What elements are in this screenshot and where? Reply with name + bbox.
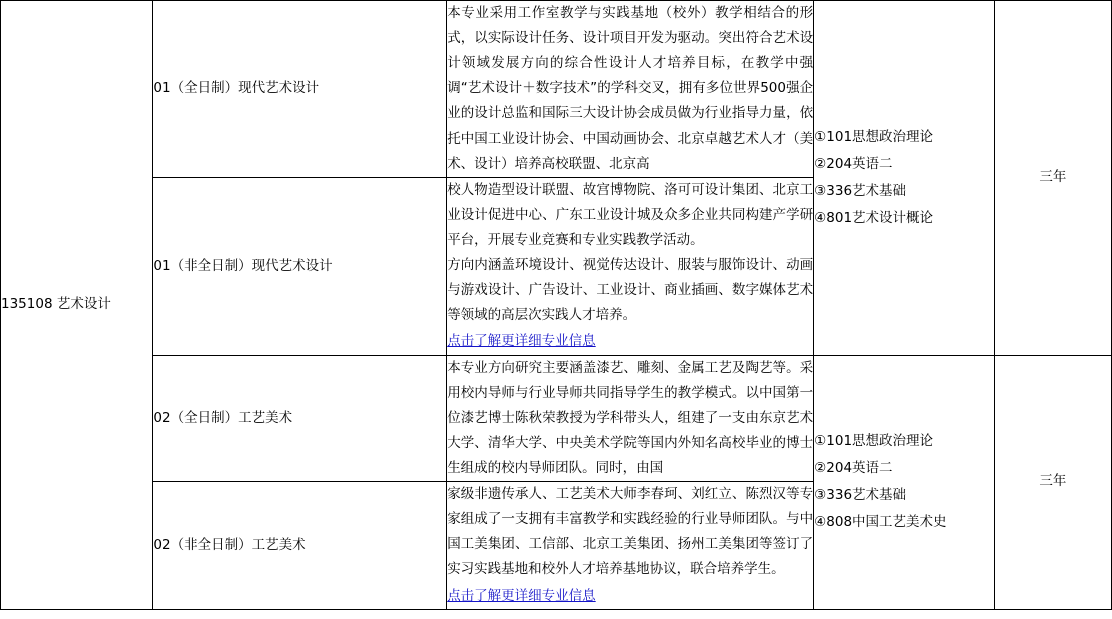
description-paragraph: 本专业采用工作室教学与实践基地（校外）教学相结合的形式，以实际设计任务、设计项目开发为驱动。突出符合艺术设计领域发展方向的综合性设计人才培养目标，在教学中强调“艺术设计＋数字技术”的学科交叉，拥有多位世界500强企业的设计总监和国际三大设计协会成员做为行业指导力量，依托中国工业设计协会、中国动画协会、北京卓越艺术人才（美术、设计）培养高校联盟、北京高	[447, 5, 814, 172]
description-paragraph: 家级非遗传承人、工艺美术大师李春珂、刘红立、陈烈汉等专家组成了一支拥有丰富教学和实践经验的行业导师团队。与中国工美集团、工信部、北京工美集团、扬州工美集团等签订了实习实践基地和校外人才培养基地协议，联合培养学生。	[447, 486, 814, 578]
major-code-name: 135108 艺术设计	[1, 296, 111, 313]
more-info-link[interactable]: 点击了解更详细专业信息	[447, 587, 596, 604]
study-duration-value: 三年	[1039, 473, 1067, 490]
description-cell	[447, 177, 814, 355]
direction-cell	[153, 177, 447, 355]
exam-subject-item: ②204英语二	[814, 460, 893, 477]
major-code-cell	[1, 1, 153, 610]
direction-label: 01（非全日制）现代艺术设计	[153, 257, 333, 274]
description-cell	[447, 1, 814, 178]
description-paragraph: 校人物造型设计联盟、故宫博物院、洛可可设计集团、北京工业设计促进中心、广东工业设计城及众多企业共同构建产学研平台，开展专业竞赛和专业实践教学活动。	[447, 181, 814, 248]
study-duration-cell	[994, 355, 1111, 609]
direction-cell	[153, 355, 447, 482]
exam-subject-item: ④801艺术设计概论	[814, 209, 934, 226]
exam-subject-item: ③336艺术基础	[814, 182, 907, 199]
direction-cell	[153, 482, 447, 610]
table-row	[1, 355, 1112, 482]
exam-subject-item: ③336艺术基础	[814, 487, 907, 504]
direction-label: 01（全日制）现代艺术设计	[153, 80, 320, 97]
description-cell	[447, 482, 814, 610]
description-paragraph: 方向内涵盖环境设计、视觉传达设计、服装与服饰设计、动画与游戏设计、广告设计、工业设计、商业插画、数字媒体艺术等领域的高层次实践人才培养。	[447, 257, 814, 324]
direction-label: 02（全日制）工艺美术	[153, 409, 293, 426]
study-duration-cell	[994, 1, 1111, 356]
exam-subject-item: ①101思想政治理论	[814, 433, 934, 450]
direction-label: 02（非全日制）工艺美术	[153, 536, 306, 553]
more-info-link[interactable]: 点击了解更详细专业信息	[447, 333, 596, 350]
exam-subjects-cell	[814, 355, 994, 609]
description-paragraph: 本专业方向研究主要涵盖漆艺、雕刻、金属工艺及陶艺等。采用校内导师与行业导师共同指导学生的教学模式。以中国第一位漆艺博士陈秋荣教授为学科带头人，组建了一支由东京艺术大学、清华大学、中央美术学院等国内外知名高校毕业的博士生组成的校内导师团队。同时，由国	[447, 359, 814, 476]
study-duration-value: 三年	[1039, 169, 1067, 186]
exam-subject-item: ④808中国工艺美术史	[814, 514, 947, 531]
exam-subject-item: ②204英语二	[814, 155, 893, 172]
description-cell	[447, 355, 814, 482]
table-row	[1, 1, 1112, 178]
exam-subject-item: ①101思想政治理论	[814, 128, 934, 145]
direction-cell	[153, 1, 447, 178]
exam-subjects-cell	[814, 1, 994, 356]
